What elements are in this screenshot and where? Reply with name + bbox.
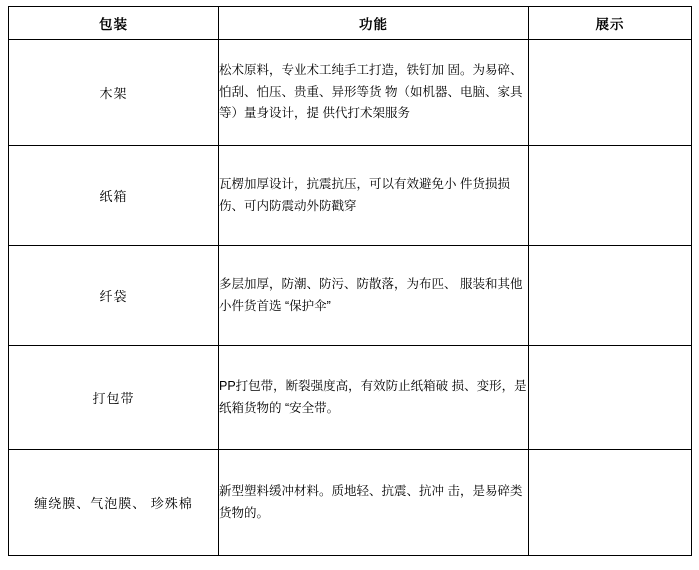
cell-function-text: PP打包带，断裂强度高，有效防止纸箱破 损、变形，是纸箱货物的 “安全带。 (219, 346, 529, 450)
column-header-function: 功能 (219, 7, 529, 40)
cell-function-text: 瓦楞加厚设计，抗震抗压，可以有效避免小 件货损损伤、可内防震动外防戳穿 (219, 146, 529, 246)
cell-function-text: 松术原料，专业术工纯手工打造，铁钉加 固。为易碎、怕刮、怕压、贵重、异形等货 物（如机器、电脑、家具等）量身设计，提 供代打术架服务 (219, 40, 529, 146)
cell-display-image (529, 246, 692, 346)
column-header-package: 包装 (9, 7, 219, 40)
table-row (9, 346, 692, 450)
cell-function-text: 多层加厚，防潮、防污、防散落，为布匹、 服装和其他小件货首选 “保护伞” (219, 246, 529, 346)
table-row (9, 40, 692, 146)
table-row (9, 246, 692, 346)
cell-display-image (529, 146, 692, 246)
table-header-row (9, 7, 692, 40)
packaging-table (8, 6, 692, 556)
cell-package-name: 纸箱 (9, 146, 219, 246)
cell-display-image (529, 450, 692, 556)
table-row (9, 146, 692, 246)
cell-package-name: 木架 (9, 40, 219, 146)
cell-package-name: 缠绕膜、气泡膜、 珍殊棉 (9, 450, 219, 556)
cell-display-image (529, 40, 692, 146)
cell-display-image (529, 346, 692, 450)
table-row (9, 450, 692, 556)
column-header-display: 展示 (529, 7, 692, 40)
cell-function-text: 新型塑料缓冲材料。质地轻、抗震、抗冲 击，是易碎类货物的。 (219, 450, 529, 556)
cell-package-name: 纤袋 (9, 246, 219, 346)
cell-package-name: 打包带 (9, 346, 219, 450)
